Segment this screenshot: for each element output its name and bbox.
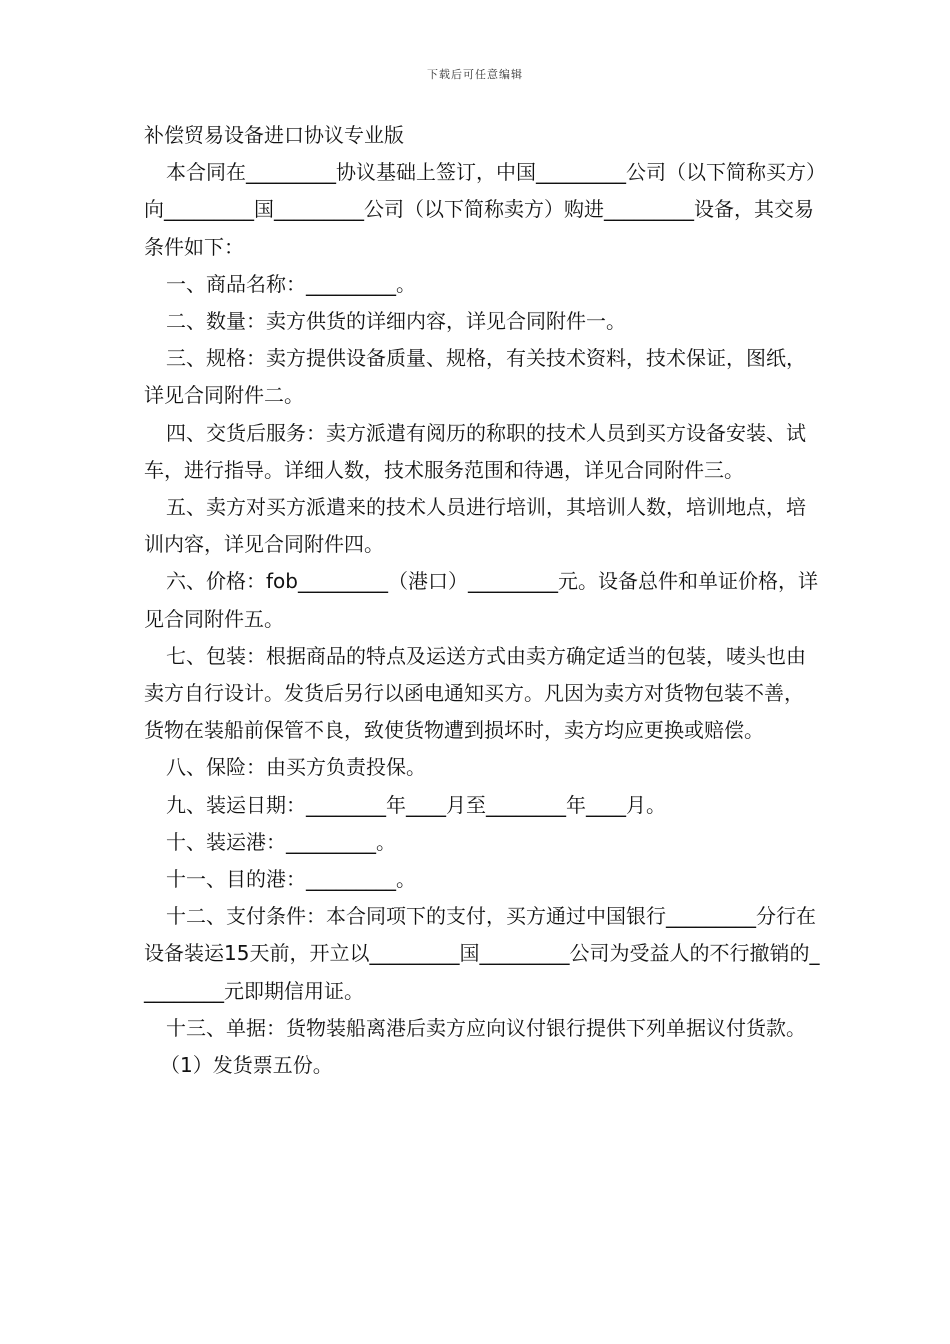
document-body	[144, 117, 820, 1084]
paragraph-clause-4-after-sales: 四、交货后服务：卖方派遣有阅历的称职的技术人员到买方设备安装、试车，进行指导。详细人数，技术服务范围和待遇，详见合同附件三。	[144, 420, 806, 482]
paragraph-clause-2-quantity: 二、数量：卖方供货的详细内容，详见合同附件一。	[166, 309, 626, 334]
paragraph-clause-12-payment: 十二、支付条件：本合同项下的支付，买方通过中国银行_________分行在设备装运15天前，开立以_________国_________公司为受益人的不行撤销的_________元即期信用证。	[144, 904, 820, 1003]
paragraph-clause-11-destination-port: 十一、目的港：_________。	[166, 867, 416, 892]
paragraph-clause-5-training: 五、卖方对买方派遣来的技术人员进行培训，其培训人数，培训地点，培训内容，详见合同附件四。	[144, 495, 806, 557]
paragraph-clause-6-price: 六、价格：fob_________（港口）_________元。设备总件和单证价格，详见合同附件五。	[144, 569, 818, 631]
paragraph-clause-9-shipment-date: 九、装运日期：________年____月至________年____月。	[166, 792, 666, 817]
paragraph-clause-13-documents: 十三、单据：货物装船离港后卖方应向议付银行提供下列单据议付货款。	[166, 1015, 806, 1040]
document-title: 补偿贸易设备进口协议专业版	[144, 123, 404, 147]
page-header-note: 下载后可任意编辑	[427, 68, 523, 81]
paragraph-intro: 本合同在_________协议基础上签订，中国_________公司（以下简称买方）向_________国_________公司（以下简称卖方）购进_________设备，其交易条件如下：	[144, 160, 816, 259]
paragraph-clause-7-packing: 七、包装：根据商品的特点及运送方式由卖方确定适当的包装，唛头也由卖方自行设计。发货后另行以函电通知买方。凡因为卖方对货物包装不善，货物在装船前保管不良，致使货物遭到损坏时，卖方均应更换或赔偿。	[144, 643, 806, 743]
paragraph-clause-10-port-of-loading: 十、装运港：_________。	[166, 829, 396, 854]
paragraph-clause-8-insurance: 八、保险：由买方负责投保。	[166, 755, 426, 780]
paragraph-clause-1-product-name: 一、商品名称：_________。	[166, 271, 416, 296]
paragraph-clause-3-specification: 三、规格：卖方提供设备质量、规格，有关技术资料，技术保证，图纸，详见合同附件二。	[144, 346, 806, 408]
paragraph-document-item-1: （1）发货票五份。	[160, 1053, 333, 1078]
